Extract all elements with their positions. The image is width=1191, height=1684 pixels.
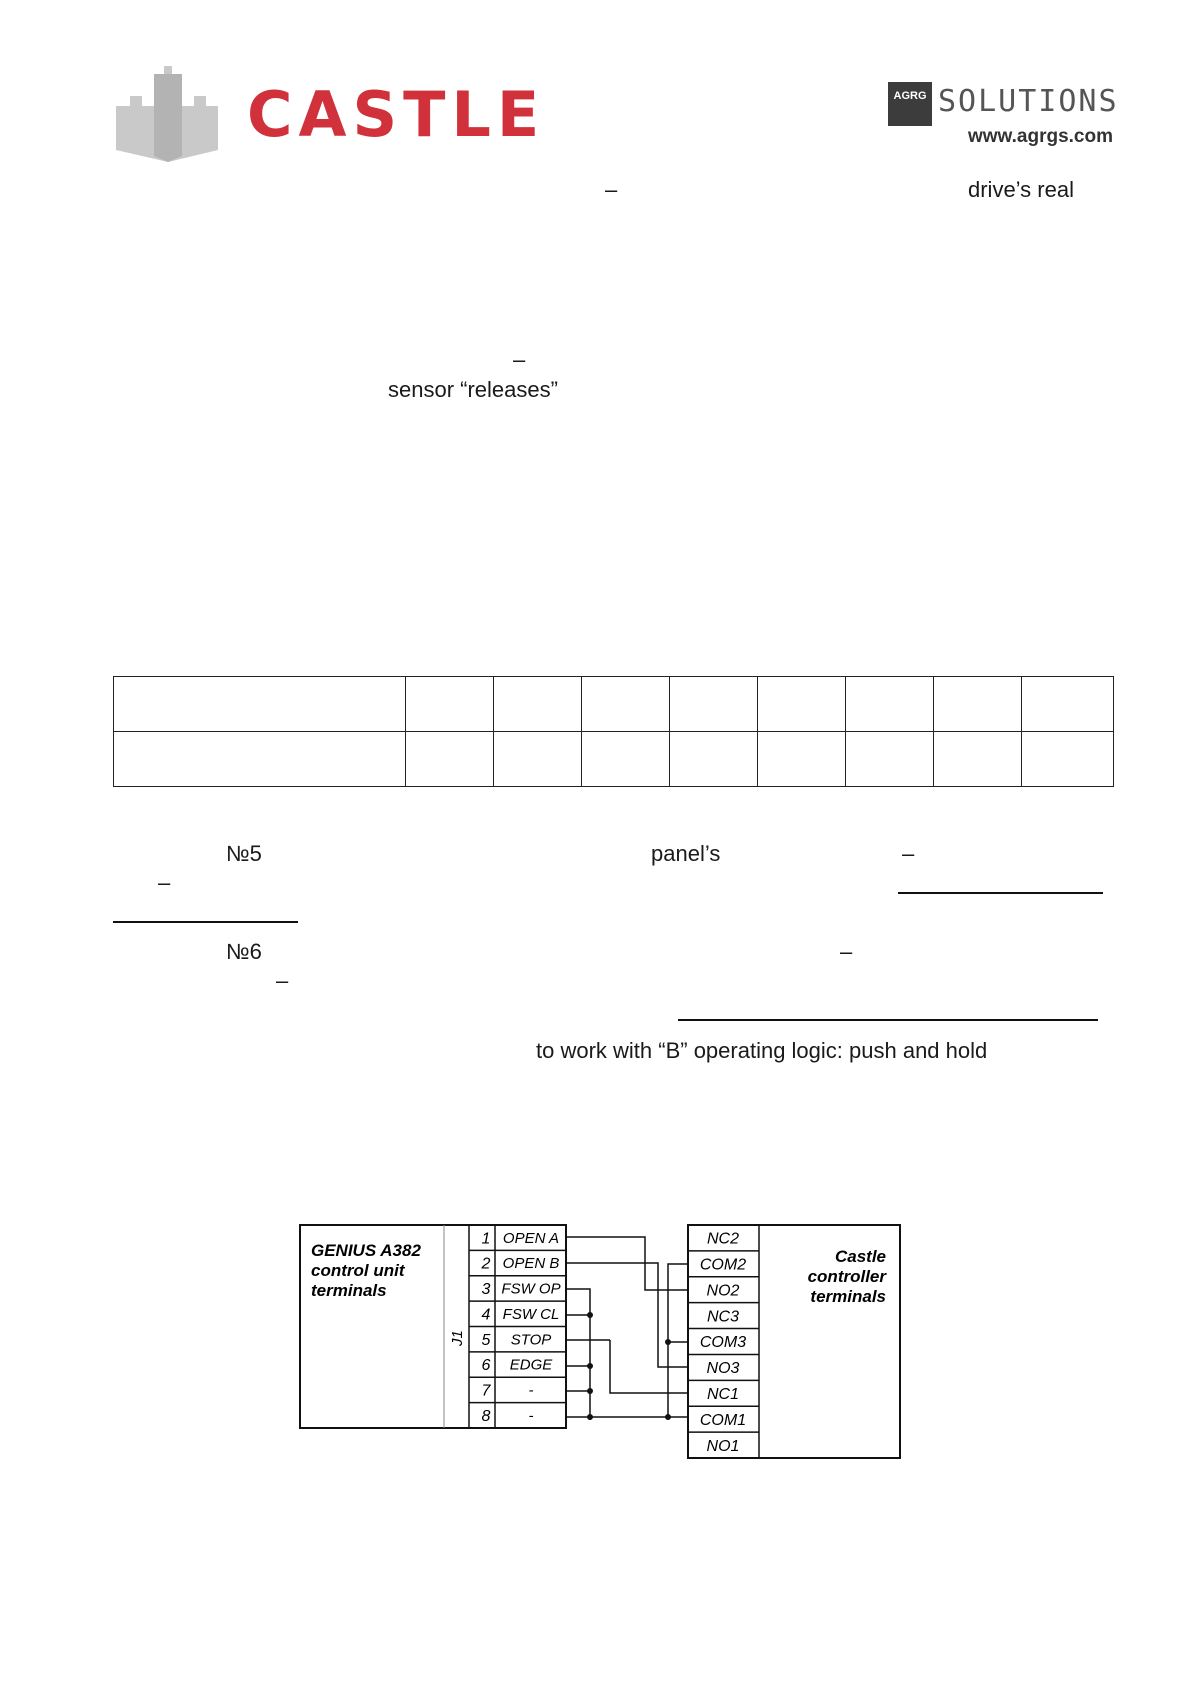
left-terminal-number: 5 <box>481 1331 491 1349</box>
underline-3 <box>678 1019 1098 1021</box>
agrgs-url: www.agrgs.com <box>968 126 1113 147</box>
table-cell <box>582 732 670 787</box>
junction-dot <box>587 1363 593 1369</box>
right-terminal-label: NC3 <box>706 1308 740 1326</box>
table-cell <box>934 732 1022 787</box>
right-terminal-label: NO1 <box>706 1437 740 1455</box>
left-terminal-number: 1 <box>481 1230 491 1248</box>
underline-2 <box>113 921 298 923</box>
castle-title-1: Castle <box>834 1247 886 1266</box>
left-terminal-number: 8 <box>481 1407 491 1425</box>
right-terminal-label: NC1 <box>706 1385 740 1403</box>
right-terminal-label: COM2 <box>699 1256 747 1274</box>
table-cell <box>406 732 494 787</box>
castle-logo <box>112 66 546 162</box>
table-cell <box>406 677 494 732</box>
table-cell <box>670 677 758 732</box>
left-terminal-label: FSW CL <box>502 1305 560 1323</box>
table-cell <box>758 677 846 732</box>
agrgs-logo <box>888 82 1119 152</box>
table-cell <box>494 677 582 732</box>
table-row <box>114 732 1114 787</box>
junction-dot <box>587 1388 593 1394</box>
left-terminal-label: FSW OP <box>501 1280 561 1298</box>
right-terminal-label: COM1 <box>699 1411 747 1429</box>
table-cell <box>1022 677 1114 732</box>
table-cell <box>934 677 1022 732</box>
right-terminal-label: COM3 <box>699 1334 747 1352</box>
genius-title-3: terminals <box>311 1281 387 1300</box>
wire-com-bus <box>668 1264 688 1417</box>
left-terminal-number: 4 <box>481 1306 491 1324</box>
table-cell <box>114 677 406 732</box>
drives-real-text: drive’s real <box>968 177 1074 202</box>
dash-5: – <box>840 939 853 964</box>
spec-table <box>113 676 1114 787</box>
wiring-diagram <box>298 1224 902 1460</box>
table-cell <box>846 677 934 732</box>
junction-dot <box>587 1414 593 1420</box>
left-terminal-number: 7 <box>481 1382 491 1400</box>
dash-4: – <box>158 870 171 895</box>
castle-title-2: controller <box>807 1267 886 1286</box>
table-cell <box>1022 732 1114 787</box>
wires <box>566 1237 688 1420</box>
right-terminal-label: NO3 <box>706 1360 740 1378</box>
dash-6: – <box>276 968 289 993</box>
panels-text: panel’s <box>651 841 721 866</box>
right-terminal-label: NC2 <box>706 1230 740 1248</box>
sensor-releases-text: sensor “releases” <box>388 377 558 402</box>
agrgs-box-icon: AGRG <box>888 82 932 126</box>
genius-title-1: GENIUS A382 <box>311 1241 421 1260</box>
junction-dot <box>665 1414 671 1420</box>
table-cell <box>846 732 934 787</box>
left-terminal-label: OPEN B <box>502 1255 560 1273</box>
logic-text: to work with “B” operating logic: push and hold <box>536 1038 988 1063</box>
genius-title-2: control unit <box>311 1261 405 1280</box>
left-terminal-label: - <box>528 1382 534 1400</box>
left-terminal-label: STOP <box>510 1331 552 1349</box>
left-terminal-label: - <box>528 1407 534 1425</box>
left-terminal-label: EDGE <box>509 1356 553 1374</box>
table-cell <box>494 732 582 787</box>
solutions-logo-text: SOLUTIONS <box>938 84 1119 119</box>
junction-dot <box>665 1339 671 1345</box>
dash-1: – <box>605 177 618 202</box>
table-cell <box>670 732 758 787</box>
dash-3: – <box>902 841 915 866</box>
castle-logo-text: CASTLE <box>247 78 546 151</box>
underline-1 <box>898 892 1103 894</box>
junction-dot <box>587 1312 593 1318</box>
castle-tower-icon <box>112 66 232 162</box>
left-terminal-number: 6 <box>481 1357 491 1375</box>
no6-text: №6 <box>226 939 262 964</box>
table-row <box>114 677 1114 732</box>
table-cell <box>114 732 406 787</box>
left-terminal-label: OPEN A <box>502 1229 560 1247</box>
castle-title-3: terminals <box>810 1287 886 1306</box>
table-cell <box>758 732 846 787</box>
wire-fsw-bus <box>566 1289 590 1420</box>
no5-text: №5 <box>226 841 262 866</box>
left-terminal-number: 3 <box>481 1281 491 1299</box>
dash-2: – <box>513 347 526 372</box>
table-cell <box>582 677 670 732</box>
connector-label: J1 <box>449 1330 466 1346</box>
right-terminal-label: NO2 <box>706 1282 740 1300</box>
left-terminal-number: 2 <box>481 1255 491 1273</box>
